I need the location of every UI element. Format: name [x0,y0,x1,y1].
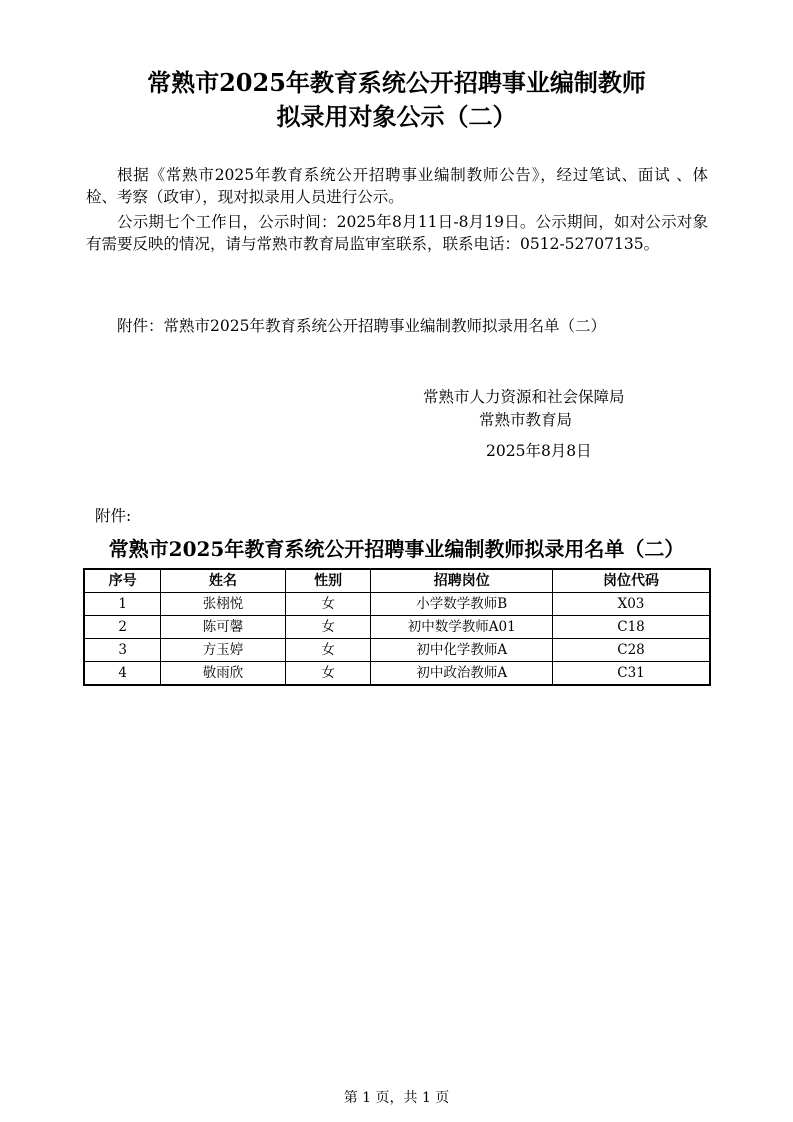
cell-gender: 女 [285,662,371,686]
column-header-code: 岗位代码 [553,569,710,593]
cell-gender: 女 [285,616,371,639]
signature-date: 2025年8月8日 [486,442,592,460]
cell-index: 2 [84,616,161,639]
cell-index: 1 [84,593,161,616]
cell-code: C18 [553,616,710,639]
cell-position: 初中政治教师A [371,662,553,686]
column-header-index: 序号 [84,569,161,593]
cell-gender: 女 [285,593,371,616]
cell-name: 陈可馨 [161,616,286,639]
body-paragraph-1 [86,165,708,208]
cell-index: 4 [84,662,161,686]
cell-position: 初中化学教师A [371,639,553,662]
signature-org-education: 常熟市教育局 [479,411,573,429]
table-row [84,593,710,616]
cell-name: 张栩悦 [161,593,286,616]
body-paragraph-2 [86,212,708,255]
notice-title-line2: 拟录用对象公示（二） [276,102,517,131]
table-row [84,662,710,686]
table-header-row [84,569,710,593]
cell-code: X03 [553,593,710,616]
column-header-position: 招聘岗位 [371,569,553,593]
signature-org-hr: 常熟市人力资源和社会保障局 [423,388,625,406]
cell-gender: 女 [285,639,371,662]
paragraph-text: 根据《常熟市2025年教育系统公开招聘事业编制教师公告》，经过笔试、面试 、体检、考察（政审），现对拟录用人员进行公示。 [86,166,708,206]
roster-title: 常熟市2025年教育系统公开招聘事业编制教师拟录用名单（二） [108,537,685,561]
table-row [84,616,710,639]
cell-name: 方玉婷 [161,639,286,662]
column-header-gender: 性别 [285,569,371,593]
paragraph-text: 公示期七个工作日，公示时间：2025年8月11日-8月19日。公示期间，如对公示对象有需要反映的情况，请与常熟市教育局监审室联系，联系电话：0512-52707135。 [86,213,708,253]
cell-index: 3 [84,639,161,662]
cell-position: 小学数学教师B [371,593,553,616]
page-footer: 第 1 页，共 1 页 [343,1090,450,1106]
cell-code: C31 [553,662,710,686]
cell-name: 敬雨欣 [161,662,286,686]
attachment-label: 附件: [95,507,132,525]
attachment-reference: 附件：常熟市2025年教育系统公开招聘事业编制教师拟录用名单（二） [117,317,606,335]
column-header-name: 姓名 [161,569,286,593]
notice-title-line1: 常熟市2025年教育系统公开招聘事业编制教师 [147,68,646,97]
table-row [84,639,710,662]
cell-position: 初中数学教师A01 [371,616,553,639]
cell-code: C28 [553,639,710,662]
roster-table [83,568,711,686]
